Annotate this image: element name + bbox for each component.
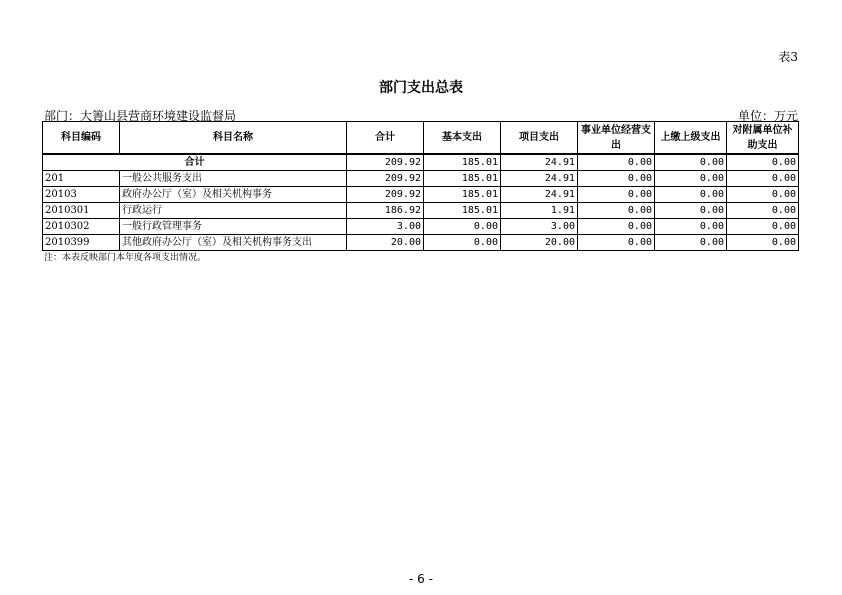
cell-project: 1.91 xyxy=(501,203,578,219)
cell-project: 24.91 xyxy=(501,187,578,203)
table-header-row xyxy=(43,122,799,155)
total-basic: 185.01 xyxy=(424,154,501,171)
cell-code: 2010399 xyxy=(43,235,120,251)
cell-subsidy: 0.00 xyxy=(727,203,799,219)
cell-total: 209.92 xyxy=(347,187,424,203)
cell-basic: 185.01 xyxy=(424,203,501,219)
cell-basic: 185.01 xyxy=(424,187,501,203)
cell-name: 一般公共服务支出 xyxy=(120,171,347,187)
cell-upper: 0.00 xyxy=(655,203,727,219)
cell-subsidy: 0.00 xyxy=(727,171,799,187)
total-project: 24.91 xyxy=(501,154,578,171)
cell-project: 3.00 xyxy=(501,219,578,235)
table-note: 注：本表反映部门本年度各项支出情况。 xyxy=(44,253,207,263)
cell-business: 0.00 xyxy=(578,235,655,251)
cell-business: 0.00 xyxy=(578,187,655,203)
cell-business: 0.00 xyxy=(578,171,655,187)
col-header-code: 科目编码 xyxy=(43,122,120,155)
expenditure-table xyxy=(42,121,799,251)
cell-code: 201 xyxy=(43,171,120,187)
department-label: 部门：大箐山县营商环境建设监督局 xyxy=(44,109,237,123)
col-header-basic: 基本支出 xyxy=(424,122,501,155)
cell-total: 3.00 xyxy=(347,219,424,235)
cell-business: 0.00 xyxy=(578,219,655,235)
cell-name: 政府办公厅（室）及相关机构事务 xyxy=(120,187,347,203)
cell-code: 2010301 xyxy=(43,203,120,219)
cell-basic: 185.01 xyxy=(424,171,501,187)
total-business: 0.00 xyxy=(578,154,655,171)
cell-upper: 0.00 xyxy=(655,187,727,203)
cell-total: 20.00 xyxy=(347,235,424,251)
cell-name: 其他政府办公厅（室）及相关机构事务支出 xyxy=(120,235,347,251)
cell-subsidy: 0.00 xyxy=(727,187,799,203)
cell-total: 186.92 xyxy=(347,203,424,219)
total-row xyxy=(43,154,799,171)
cell-project: 20.00 xyxy=(501,235,578,251)
cell-code: 2010302 xyxy=(43,219,120,235)
cell-name: 行政运行 xyxy=(120,203,347,219)
table-number: 表3 xyxy=(778,50,798,64)
col-header-business: 事业单位经营支出 xyxy=(578,122,655,155)
cell-project: 24.91 xyxy=(501,171,578,187)
table-row xyxy=(43,235,799,251)
cell-subsidy: 0.00 xyxy=(727,219,799,235)
cell-upper: 0.00 xyxy=(655,171,727,187)
total-total: 209.92 xyxy=(347,154,424,171)
table-row xyxy=(43,219,799,235)
col-header-name: 科目名称 xyxy=(120,122,347,155)
total-upper: 0.00 xyxy=(655,154,727,171)
unit-label: 单位：万元 xyxy=(737,109,798,123)
total-label: 合计 xyxy=(43,154,347,171)
table-row xyxy=(43,171,799,187)
cell-business: 0.00 xyxy=(578,203,655,219)
col-header-upper: 上缴上级支出 xyxy=(655,122,727,155)
cell-upper: 0.00 xyxy=(655,235,727,251)
total-subsidy: 0.00 xyxy=(727,154,799,171)
cell-name: 一般行政管理事务 xyxy=(120,219,347,235)
page-number: - 6 - xyxy=(409,572,433,586)
cell-basic: 0.00 xyxy=(424,219,501,235)
table-row xyxy=(43,203,799,219)
cell-total: 209.92 xyxy=(347,171,424,187)
col-header-project: 项目支出 xyxy=(501,122,578,155)
cell-subsidy: 0.00 xyxy=(727,235,799,251)
col-header-subsidy: 对附属单位补助支出 xyxy=(727,122,799,155)
cell-code: 20103 xyxy=(43,187,120,203)
cell-basic: 0.00 xyxy=(424,235,501,251)
table-row xyxy=(43,187,799,203)
cell-upper: 0.00 xyxy=(655,219,727,235)
col-header-total: 合计 xyxy=(347,122,424,155)
page-title: 部门支出总表 xyxy=(379,80,463,96)
